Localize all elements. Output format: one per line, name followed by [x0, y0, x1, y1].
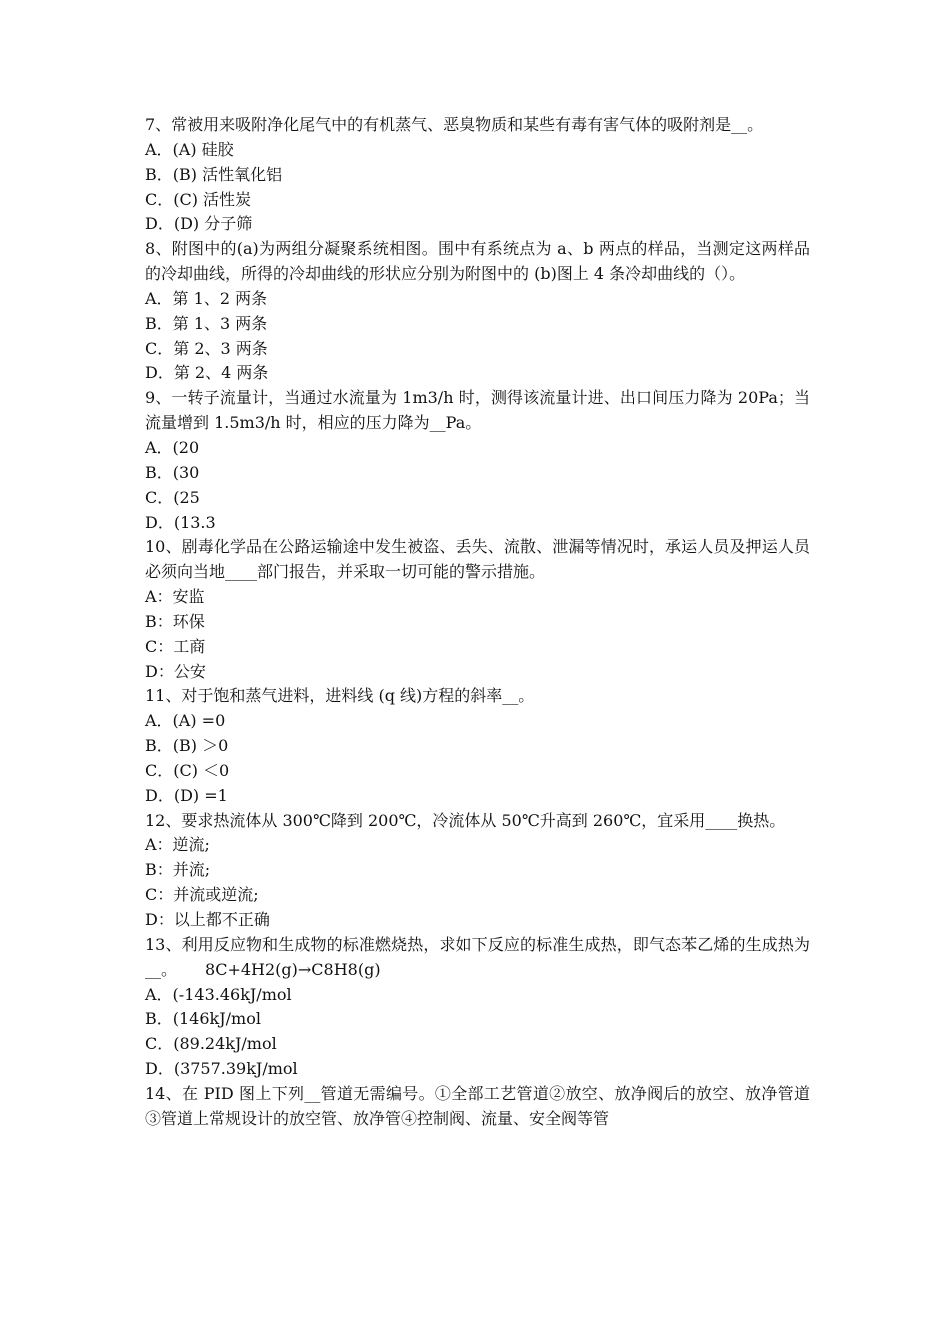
question-stem: 8、附图中的(a)为两组分凝聚系统相图。围中有系统点为 a、b 两点的样品，当测定这两样品的冷却曲线，所得的冷却曲线的形状应分别为附图中的 (b)图上 4 条冷却曲线的（）。: [145, 239, 810, 284]
option-d: D．第 2、4 两条: [145, 363, 269, 383]
option-a: A．(20: [145, 437, 200, 457]
option-a: A．(A) 硅胶: [145, 139, 234, 159]
option-c: C：工商: [145, 636, 206, 656]
option-b: B：环保: [145, 611, 205, 631]
option-b: B．(146kJ/mol: [145, 1009, 261, 1029]
option-a: A．(A) =0: [145, 711, 226, 731]
question-stem: 12、要求热流体从 300℃降到 200℃，冷流体从 50℃升高到 260℃，宜采用____换热。: [145, 810, 786, 830]
option-c: C．第 2、3 两条: [145, 338, 268, 358]
question-14: [145, 1082, 810, 1132]
question-12: [145, 809, 810, 933]
document-page: [145, 113, 810, 1132]
option-d: D．(D) =1: [145, 785, 228, 805]
question-9: [145, 386, 810, 535]
option-c: C．(C) 活性炭: [145, 189, 252, 209]
question-stem: 14、在 PID 图上下列__管道无需编号。①全部工艺管道②放空、放净阀后的放空、放净管道③管道上常规设计的放空管、放净管④控制阀、流量、安全阀等管: [145, 1083, 810, 1128]
question-stem-text: 13、利用反应物和生成物的标准燃烧热，求如下反应的标准生成热，即气态苯乙烯的生成热为__。: [145, 934, 810, 979]
option-d: D．(3757.39kJ/mol: [145, 1059, 298, 1079]
option-a: A：安监: [145, 587, 205, 607]
question-stem: 10、剧毒化学品在公路运输途中发生被盗、丢失、流散、泄漏等情况时，承运人员及押运人员必须向当地____部门报告，并采取一切可能的警示措施。: [145, 537, 810, 582]
question-stem: [145, 933, 810, 983]
option-d: D．(D) 分子筛: [145, 214, 253, 234]
option-b: B．(B) ＞0: [145, 736, 229, 756]
option-d: D：以上都不正确: [145, 910, 270, 929]
option-c: C：并流或逆流;: [145, 885, 259, 905]
option-a: A：逆流;: [145, 835, 210, 855]
option-c: C．(C) ＜0: [145, 760, 230, 780]
option-c: C．(25: [145, 487, 200, 507]
option-d: D．(13.3: [145, 512, 216, 532]
option-b: B：并流;: [145, 860, 211, 880]
question-11: [145, 684, 810, 808]
option-a: A．(-143.46kJ/mol: [145, 984, 292, 1004]
question-stem: 11、对于饱和蒸气进料，进料线 (q 线)方程的斜率__。: [145, 686, 535, 706]
option-b: B．(30: [145, 462, 200, 482]
question-10: [145, 535, 810, 684]
option-a: A．第 1、2 两条: [145, 288, 268, 308]
reaction-equation: 8C+4H2(g)→C8H8(g): [205, 959, 381, 979]
option-b: B．第 1、3 两条: [145, 313, 268, 333]
question-stem: 9、一转子流量计，当通过水流量为 1m3/h 时，测得该流量计进、出口间压力降为 20Pa；当流量增到 1.5m3/h 时，相应的压力降为__Pa。: [145, 388, 810, 433]
option-c: C．(89.24kJ/mol: [145, 1034, 277, 1054]
option-b: B．(B) 活性氧化铝: [145, 164, 283, 184]
option-d: D：公安: [145, 661, 206, 681]
question-7: [145, 113, 810, 237]
question-8: [145, 237, 810, 386]
question-13: [145, 933, 810, 1082]
question-stem: 7、常被用来吸附净化尾气中的有机蒸气、恶臭物质和某些有毒有害气体的吸附剂是__。: [145, 115, 764, 134]
